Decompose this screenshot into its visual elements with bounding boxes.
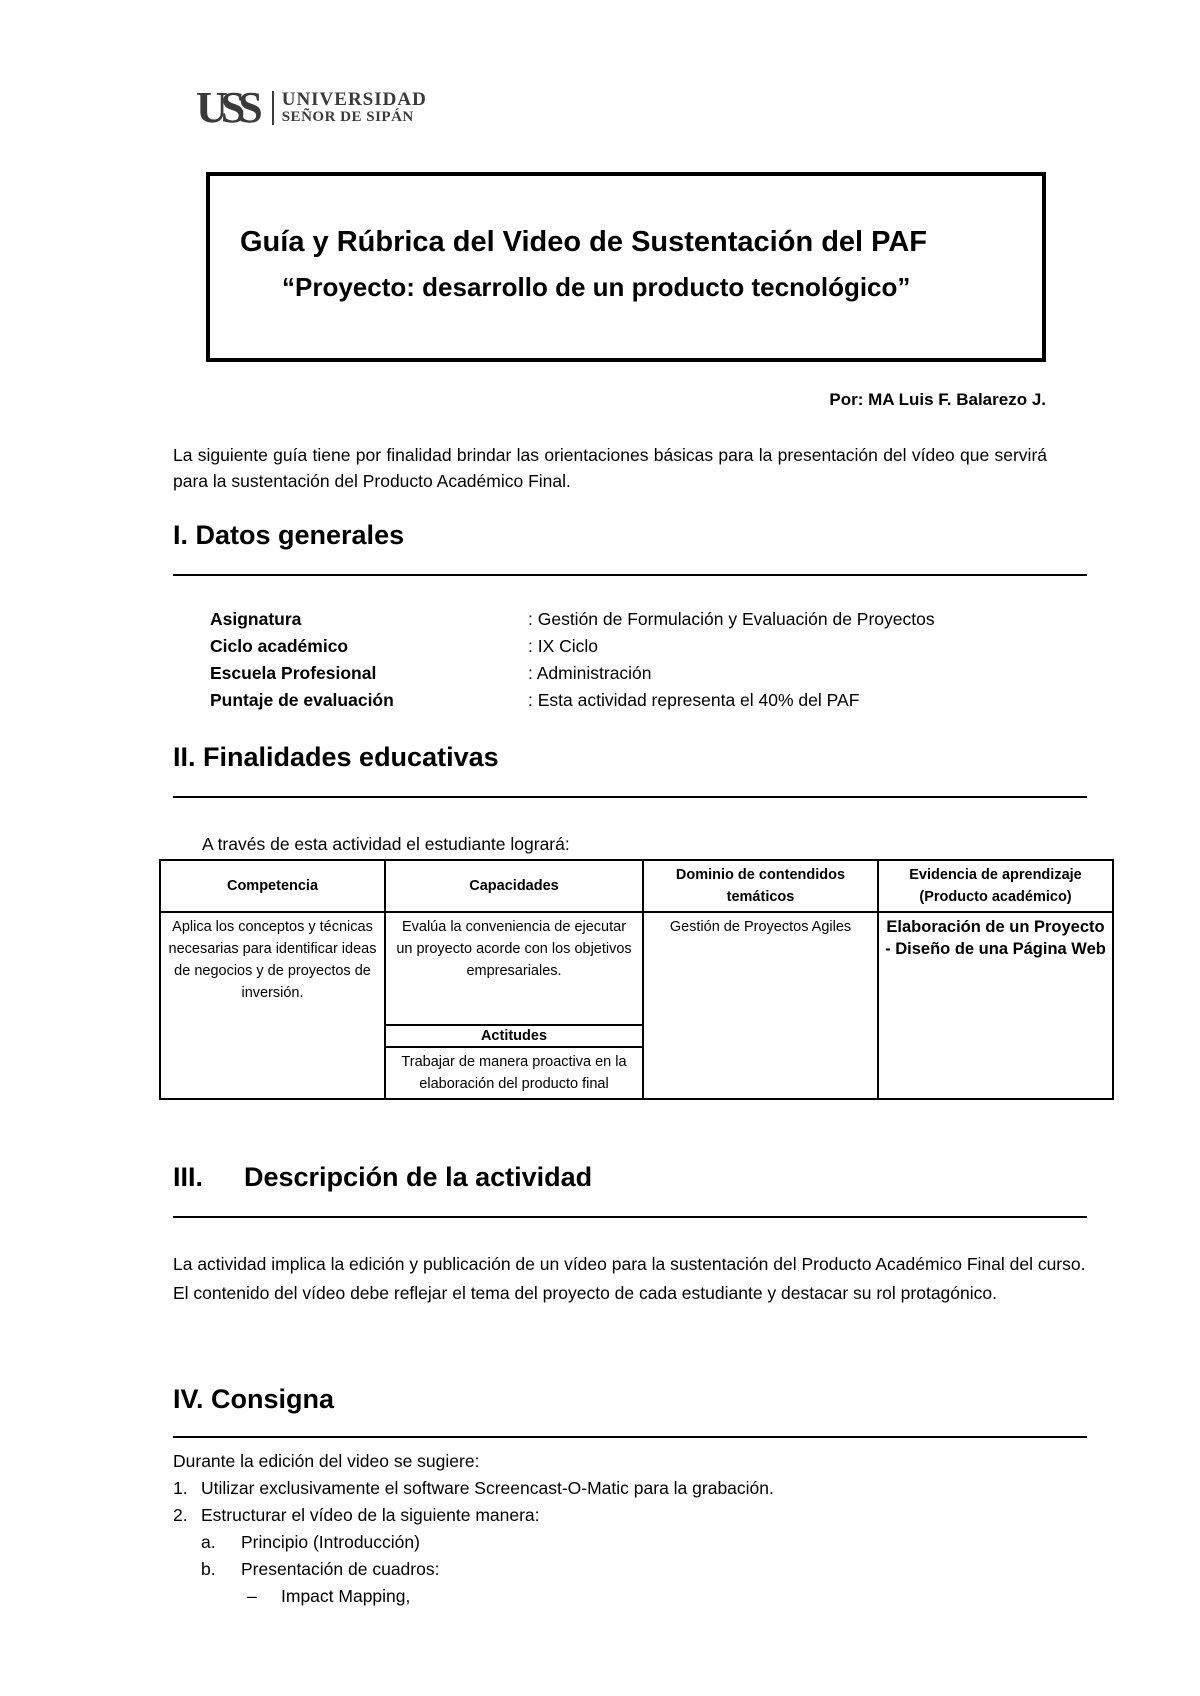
logo-text [282,90,427,126]
activity-description: La actividad implica la edición y publicación de un vídeo para la sustentación del Producto Académico Final del curso. El contenido del vídeo debe reflejar el tema del proyecto de cada estudiante y destacar su rol protagónico. [173,1254,1086,1303]
header-capacidades: Capacidades [385,860,643,912]
row-label: Asignatura [210,609,302,629]
section-3-number: III. [173,1162,204,1192]
cell-dominio: Gestión de Proyectos Agiles [643,912,878,1099]
row-label: Ciclo académico [210,636,349,656]
header-dominio: Dominio de contendidos temáticos [643,860,878,912]
section-1-heading: I. Datos generales [173,520,405,550]
logo-line-1: UNIVERSIDAD [281,89,427,111]
section-3-heading: Descripción de la actividad [244,1162,593,1192]
row-value: : Administración [528,663,652,683]
subitem-text: Principio (Introducción) [241,1532,420,1552]
section-1-rule [173,574,1087,576]
table-lead-text: A través de esta actividad el estudiante logrará: [202,834,570,854]
section-2-rule [173,796,1087,798]
header-evidencia: Evidencia de aprendizaje (Producto académico) [878,860,1113,912]
item-number: 1. [173,1478,188,1498]
row-label: Escuela Profesional [210,663,377,683]
competency-table [159,859,1114,1100]
dash-item-text: Impact Mapping, [281,1586,411,1606]
cell-actitudes-header: Actitudes [385,1025,643,1047]
document-title: Guía y Rúbrica del Video de Sustentación del PAF [240,226,928,258]
dash-bullet: – [247,1586,257,1606]
section-4-rule [173,1436,1087,1438]
intro-paragraph: La siguiente guía tiene por finalidad brindar las orientaciones básicas para la presentación del vídeo que servirá para la sustentación del Producto Académico Final. [173,445,1047,491]
cell-evidencia: Elaboración de un Proyecto - Diseño de una Página Web [878,912,1113,1099]
university-logo [196,83,427,132]
header-competencia: Competencia [160,860,385,912]
cell-capacidades: Evalúa la conveniencia de ejecutar un proyecto acorde con los objetivos empresariales. [385,912,643,1025]
logo-mark: USS [196,83,256,132]
table-row [160,912,1113,1025]
section-2-heading: II. Finalidades educativas [173,742,499,772]
cell-competencia: Aplica los conceptos y técnicas necesarias para identificar ideas de negocios y de proyectos de inversión. [160,912,385,1099]
row-value: : IX Ciclo [528,636,599,656]
item-text: Utilizar exclusivamente el software Screencast-O-Matic para la grabación. [201,1478,774,1498]
row-value: : Esta actividad representa el 40% del PAF [528,690,860,710]
subitem-letter: a. [201,1532,216,1552]
cell-actitudes: Trabajar de manera proactiva en la elaboración del producto final [385,1047,643,1099]
logo-divider [272,91,274,125]
item-number: 2. [173,1505,188,1525]
document-subtitle: “Proyecto: desarrollo de un producto tecnológico” [282,272,911,302]
item-text: Estructurar el vídeo de la siguiente manera: [201,1505,540,1525]
author-line: Por: MA Luis F. Balarezo J. [829,390,1046,409]
table-header-row [160,860,1113,912]
logo-line-2: SEÑOR DE SIPÁN [281,109,414,126]
subitem-letter: b. [201,1559,216,1579]
title-box [206,172,1046,362]
row-value: : Gestión de Formulación y Evaluación de Proyectos [528,609,935,629]
row-label: Puntaje de evaluación [210,690,394,710]
section-3-rule [173,1216,1087,1218]
list-lead-text: Durante la edición del video se sugiere: [173,1451,480,1471]
section-4-heading: IV. Consigna [173,1384,335,1414]
subitem-text: Presentación de cuadros: [241,1559,440,1579]
